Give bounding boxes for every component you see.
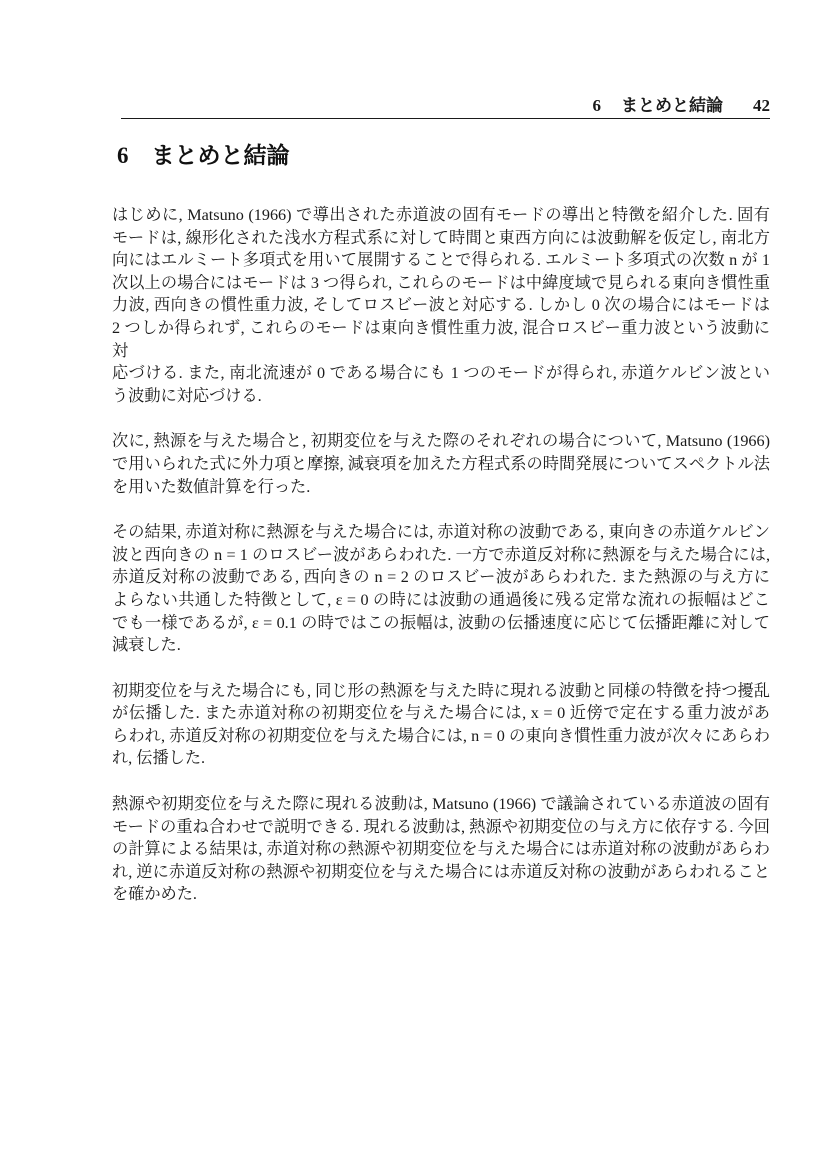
text-line: を確かめた. (112, 885, 197, 904)
paragraph-initial-displacement-results (112, 680, 770, 770)
paragraph-numerical-method (112, 430, 770, 498)
text-line: らわれ, 赤道反対称の初期変位を与えた場合には, n = 0 の東向き慣性重力波が次々にあらわ (112, 726, 770, 745)
text-line: よらない共通した特徴として, ε = 0 の時には波動の通過後に残る定常な流れの振幅はどこ (112, 590, 770, 609)
running-header-page-number: 42 (753, 96, 770, 115)
text-line: 次に, 熱源を与えた場合と, 初期変位を与えた際のそれぞれの場合について, Matsuno (1966) (112, 432, 770, 451)
text-line: 向にはエルミート多項式を用いて展開することで得られる. エルミート多項式の次数 n が 1 (112, 251, 770, 270)
text-line: の計算による結果は, 赤道対称の熱源や初期変位を与えた場合には赤道対称の波動があらわ (112, 840, 770, 859)
running-header-section (593, 96, 724, 116)
text-line: う波動に対応づける. (112, 386, 262, 405)
text-line: 熱源や初期変位を与えた際に現れる波動は, Matsuno (1966) で議論されている赤道波の固有 (112, 795, 770, 814)
text-line: で用いられた式に外力項と摩擦, 減衰項を加えた方程式系の時間発展についてスペクトル法 (112, 454, 770, 473)
text-line: その結果, 赤道対称に熱源を与えた場合には, 赤道対称の波動である, 東向きの赤道ケルビン (112, 523, 770, 542)
paragraph-conclusion (112, 793, 770, 906)
running-header-section-number: 6 (592, 96, 601, 115)
text-line: 減衰した. (112, 636, 181, 655)
paragraph-heat-source-results (112, 521, 770, 657)
section-body (112, 204, 770, 929)
text-line: を用いた数値計算を行った. (112, 477, 311, 496)
running-header (112, 96, 770, 116)
text-line: 次以上の場合にはモードは 3 つ得られ, これらのモードは中緯度域で見られる東向き慣性重 (112, 273, 770, 292)
paragraph-intro-eigenmodes (112, 204, 770, 407)
text-line: 波と西向きの n = 1 のロスビー波があらわれた. 一方で赤道反対称に熱源を与えた場合には, (112, 545, 770, 564)
header-rule (121, 118, 770, 119)
text-line: 力波, 西向きの慣性重力波, そしてロスビー波と対応する. しかし 0 次の場合にはモードは (112, 296, 770, 315)
text-line: 2 つしか得られず, これらのモードは東向き慣性重力波, 混合ロスビー重力波という波動に対 (112, 318, 770, 360)
text-line: モードは, 線形化された浅水方程式系に対して時間と東西方向には波動解を仮定し, 南北方 (112, 228, 770, 247)
text-line: が伝播した. また赤道対称の初期変位を与えた場合には, x = 0 近傍で定在する重力波があ (112, 704, 770, 723)
text-line: でも一様であるが, ε = 0.1 の時ではこの振幅は, 波動の伝播速度に応じて伝播距離に対して (112, 613, 770, 632)
section-number: 6 (117, 143, 129, 168)
running-header-section-title: まとめと結論 (621, 96, 723, 115)
section-title: まとめと結論 (151, 142, 290, 168)
text-line: はじめに, Matsuno (1966) で導出された赤道波の固有モードの導出と特徴を紹介した. 固有 (112, 206, 770, 224)
section-heading (117, 140, 290, 171)
text-line: 赤道反対称の波動である, 西向きの n = 2 のロスビー波があらわれた. また熱源の与え方に (112, 568, 770, 587)
text-line: 応づける. また, 南北流速が 0 である場合にも 1 つのモードが得られ, 赤道ケルビン波とい (112, 364, 770, 383)
text-line: れ, 伝播した. (112, 749, 206, 768)
text-line: れ, 逆に赤道反対称の熱源や初期変位を与えた場合には赤道反対称の波動があらわれること (112, 862, 770, 881)
text-line: モードの重ね合わせで説明できる. 現れる波動は, 熱源や初期変位の与え方に依存する. 今回 (112, 817, 770, 836)
text-line: 初期変位を与えた場合にも, 同じ形の熱源を与えた時に現れる波動と同様の特徴を持つ擾乱 (112, 681, 770, 700)
